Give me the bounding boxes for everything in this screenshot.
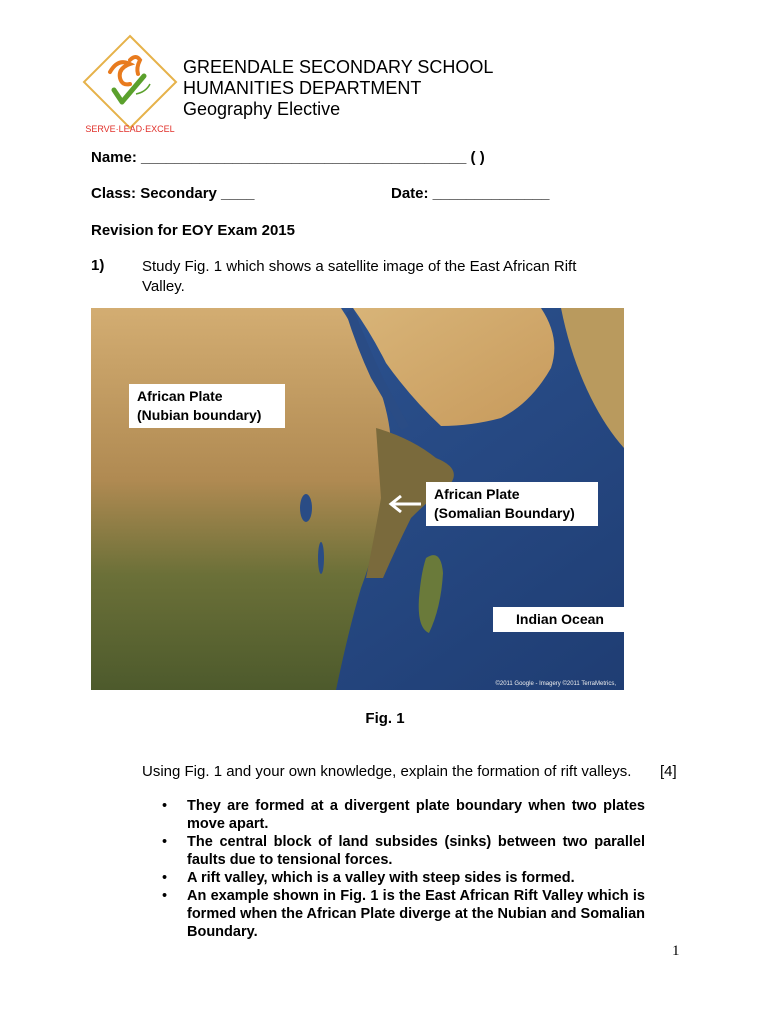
school-name: GREENDALE SECONDARY SCHOOL: [183, 57, 494, 77]
logo-motto: SERVE·LEAD·EXCEL: [85, 124, 175, 134]
page-number: 1: [672, 943, 680, 959]
answer-item: • They are formed at a divergent plate boundary when two plates move apart.: [160, 797, 645, 833]
label-indian-ocean: Indian Ocean: [493, 607, 624, 632]
label-nubian-line1: African Plate: [137, 388, 223, 404]
imagery-credit: ©2011 Google - Imagery ©2011 TerraMetrics,: [495, 681, 616, 687]
name-field: Name: _______________________________________ ( ): [91, 149, 485, 166]
answer-list: [160, 797, 645, 941]
label-nubian-boundary: [129, 384, 285, 428]
answer-item: • The central block of land subsides (sinks) between two parallel faults due to tensional forces.: [160, 833, 645, 869]
satellite-map: [91, 308, 624, 690]
task-text: Using Fig. 1 and your own knowledge, explain the formation of rift valleys.: [142, 763, 632, 780]
school-logo: [78, 32, 183, 140]
revision-title: Revision for EOY Exam 2015: [91, 222, 295, 239]
answer-item: • A rift valley, which is a valley with steep sides is formed.: [160, 869, 645, 887]
question-text: Study Fig. 1 which shows a satellite image of the East African Rift Valley.: [142, 258, 577, 295]
department-name: HUMANITIES DEPARTMENT: [183, 78, 422, 98]
marks-label: [4]: [660, 763, 677, 780]
label-somalian-line1: African Plate: [434, 486, 520, 502]
date-field: Date: ______________: [391, 185, 550, 202]
figure-caption: Fig. 1: [365, 710, 405, 727]
answer-item: • An example shown in Fig. 1 is the East African Rift Valley which is formed when the African Plate diverge at the Nubian and Somalian Boundary.: [160, 887, 645, 941]
label-somalian-line2: (Somalian Boundary): [434, 505, 575, 521]
subject-name: Geography Elective: [183, 99, 341, 119]
question-number: 1): [91, 257, 105, 274]
label-nubian-line2: (Nubian boundary): [137, 407, 262, 423]
class-field: Class: Secondary ____: [91, 185, 255, 202]
label-somalian-boundary: [426, 482, 598, 526]
